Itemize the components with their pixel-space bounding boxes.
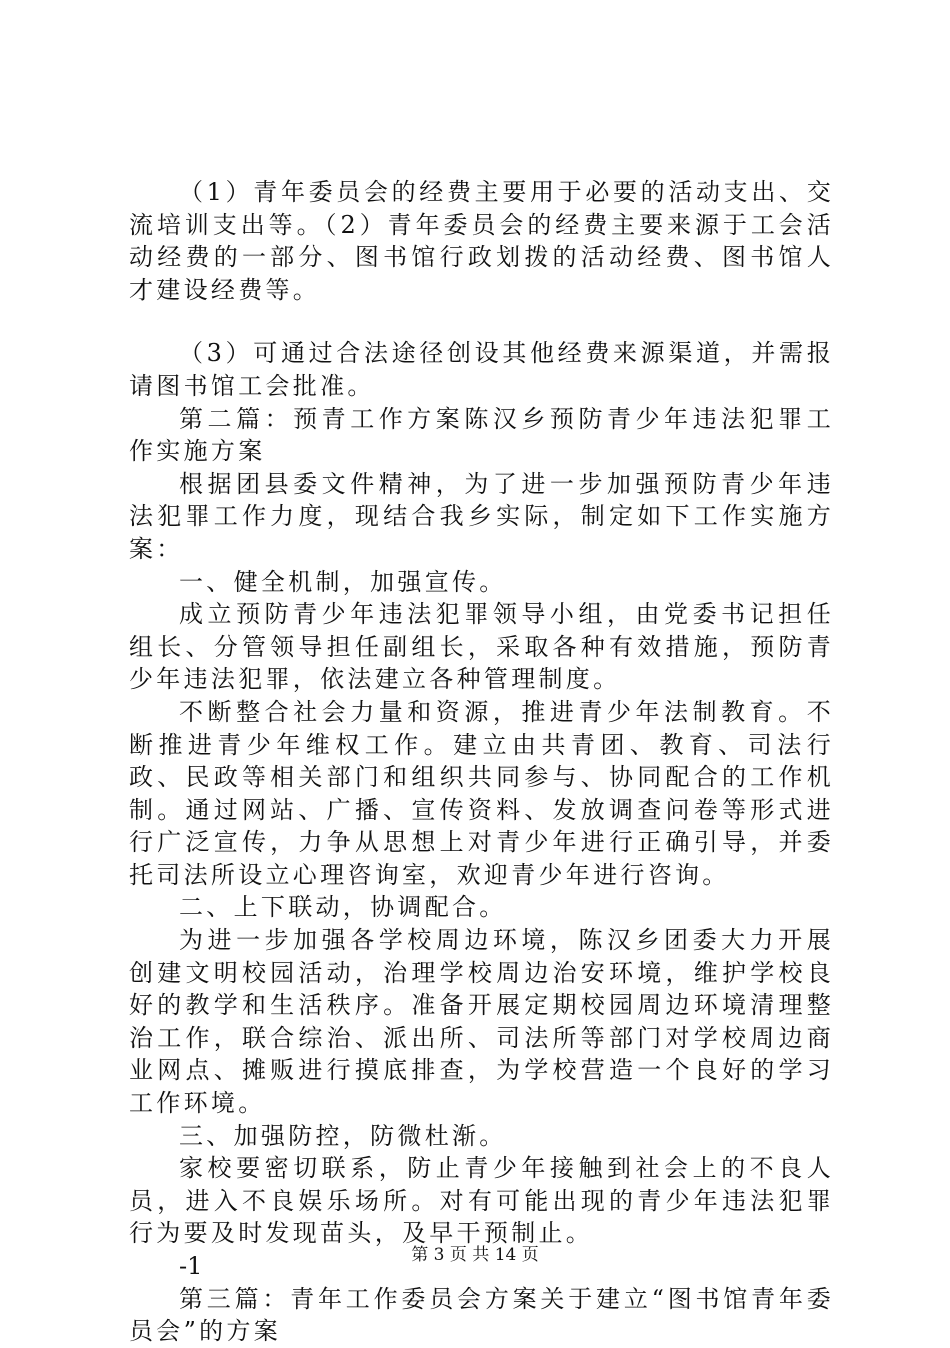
inline-page-marker: -1 — [179, 1252, 203, 1280]
paragraph-leading-group: 成立预防青少年违法犯罪领导小组，由党委书记担任组长、分管领导担任副组长，采取各种有效措施，预防青少年违法犯罪，依法建立各种管理制度。 — [129, 600, 834, 694]
section-heading-part-two: 第二篇：预青工作方案陈汉乡预防青少年违法犯罪工作实施方案 — [129, 404, 834, 466]
paragraph-intro: 根据团县委文件精神，为了进一步加强预防青少年违法犯罪工作力度，现结合我乡实际，制定如下工作实施方案： — [129, 469, 834, 563]
document-body — [129, 176, 834, 1348]
paragraph-campus-environment: 为进一步加强各学校周边环境，陈汉乡团委大力开展创建文明校园活动，治理学校周边治安环境，维护学校良好的教学和生活秩序。准备开展定期校园周边环境清理整治工作，联合综治、派出所、司法所等部门对学校周边商业网点、摊贩进行摸底排查，为学校营造一个良好的学习工作环境。 — [129, 926, 834, 1118]
paragraph-integration: 不断整合社会力量和资源，推进青少年法制教育。不断推进青少年维权工作。建立由共青团、教育、司法行政、民政等相关部门和组织共同参与、协同配合的工作机制。通过网站、广播、宣传资料、发放调查问卷等形式进行广泛宣传，力争从思想上对青少年进行正确引导，并委托司法所设立心理咨询室，欢迎青少年进行咨询。 — [129, 697, 834, 889]
paragraph-funding-channels: （3）可通过合法途径创设其他经费来源渠道，并需报请图书馆工会批准。 — [129, 339, 834, 400]
heading-coordination: 二、上下联动，协调配合。 — [179, 893, 507, 922]
page-number-footer: 第 3 页 共 14 页 — [411, 1245, 539, 1265]
paragraph-funding-use: （1）青年委员会的经费主要用于必要的活动支出、交流培训支出等。（2）青年委员会的经费主要来源于工会活动经费的一部分、图书馆行政划拨的活动经费、图书馆人才建设经费等。 — [129, 178, 834, 304]
heading-prevention: 三、加强防控，防微杜渐。 — [179, 1121, 507, 1150]
paragraph-home-school: 家校要密切联系，防止青少年接触到社会上的不良人员，进入不良娱乐场所。对有可能出现的青少年违法犯罪行为要及时发现苗头，及早干预制止。 — [129, 1154, 834, 1248]
section-heading-part-three: 第三篇：青年工作委员会方案关于建立“图书馆青年委员会”的方案 — [129, 1284, 834, 1346]
heading-mechanism: 一、健全机制，加强宣传。 — [179, 567, 507, 596]
